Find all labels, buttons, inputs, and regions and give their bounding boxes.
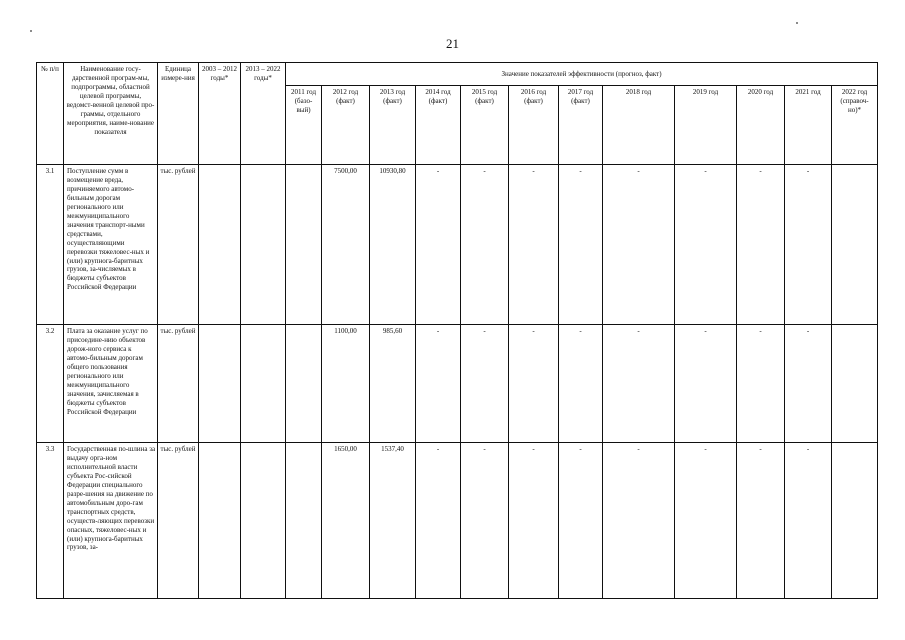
value-2012: 1650,00 — [322, 443, 370, 599]
row-num: 3.3 — [37, 443, 64, 599]
value-2016: - — [509, 165, 559, 325]
value-2020: - — [737, 443, 785, 599]
value-2014: - — [416, 443, 461, 599]
header-num: № п/п — [37, 63, 64, 165]
row-unit: тыс. рублей — [158, 165, 199, 325]
value-2018: - — [603, 325, 675, 443]
header-year-2020: 2020 год — [737, 86, 785, 165]
row-name: Государственная по-шлина за выдачу орга-ном исполнительной власти субъекта Рос-сийской Федерации специального разре-шения на движение по автомобильным доро-гам транспортных средств, осуществ-ляющих перевозки опасных, тяжеловес-ных и (или) крупнога-баритных грузов, за- — [64, 443, 158, 599]
value-2015: - — [461, 443, 509, 599]
header-name: Наименование госу-дарственной програм-мы, подпрограммы, областной целевой программы, ведомст-венной целевой про-граммы, отдельного мероприятия, наиме-нование показателя — [64, 63, 158, 165]
value-2014: - — [416, 165, 461, 325]
value-2015: - — [461, 325, 509, 443]
value-2019: - — [675, 443, 737, 599]
value-2017: - — [559, 325, 603, 443]
row-period-2003-2012 — [199, 165, 241, 325]
row-period-2003-2012 — [199, 443, 241, 599]
row-unit: тыс. рублей — [158, 325, 199, 443]
value-2020: - — [737, 325, 785, 443]
value-2021: - — [785, 443, 832, 599]
table-row — [37, 443, 878, 599]
value-2022 — [832, 165, 878, 325]
row-period-2013-2022 — [241, 165, 286, 325]
value-2022 — [832, 443, 878, 599]
header-year-2016: 2016 год (факт) — [509, 86, 559, 165]
row-unit: тыс. рублей — [158, 443, 199, 599]
header-year-2011: 2011 год (базо-вый) — [286, 86, 322, 165]
row-num: 3.2 — [37, 325, 64, 443]
header-year-2014: 2014 год (факт) — [416, 86, 461, 165]
value-2016: - — [509, 325, 559, 443]
header-year-2022: 2022 год (справоч-но)* — [832, 86, 878, 165]
header-indicator-values: Значение показателей эффективности (прогноз, факт) — [286, 63, 878, 86]
row-period-2013-2022 — [241, 325, 286, 443]
value-2011 — [286, 325, 322, 443]
row-name: Поступление сумм в возмещение вреда, причиняемого автомо-бильным дорогам регионального или межмуниципального значения транспорт-ными средствами, осуществляющими перевозки тяжеловес-ных и (или) крупнога-баритных грузов, за-числяемых в бюджеты субъектов Российской Федерации — [64, 165, 158, 325]
scan-speck — [796, 22, 798, 24]
header-year-2013: 2013 год (факт) — [370, 86, 416, 165]
value-2014: - — [416, 325, 461, 443]
value-2019: - — [675, 325, 737, 443]
value-2013: 985,60 — [370, 325, 416, 443]
value-2018: - — [603, 165, 675, 325]
scan-speck — [30, 30, 32, 32]
value-2011 — [286, 443, 322, 599]
value-2012: 7500,00 — [322, 165, 370, 325]
value-2021: - — [785, 165, 832, 325]
header-year-2012: 2012 год (факт) — [322, 86, 370, 165]
header-year-2017: 2017 год (факт) — [559, 86, 603, 165]
value-2016: - — [509, 443, 559, 599]
value-2019: - — [675, 165, 737, 325]
header-year-2019: 2019 год — [675, 86, 737, 165]
header-unit: Единица измере-ния — [158, 63, 199, 165]
header-year-2015: 2015 год (факт) — [461, 86, 509, 165]
page-number: 21 — [446, 36, 459, 51]
row-num: 3.1 — [37, 165, 64, 325]
table-row — [37, 325, 878, 443]
value-2015: - — [461, 165, 509, 325]
header-year-2021: 2021 год — [785, 86, 832, 165]
value-2012: 1100,00 — [322, 325, 370, 443]
value-2011 — [286, 165, 322, 325]
value-2017: - — [559, 165, 603, 325]
indicators-table — [36, 62, 878, 599]
value-2021: - — [785, 325, 832, 443]
value-2020: - — [737, 165, 785, 325]
value-2013: 1537,40 — [370, 443, 416, 599]
value-2017: - — [559, 443, 603, 599]
header-period-2013-2022: 2013 – 2022 годы* — [241, 63, 286, 165]
row-period-2013-2022 — [241, 443, 286, 599]
header-year-2018: 2018 год — [603, 86, 675, 165]
table-row — [37, 165, 878, 325]
value-2018: - — [603, 443, 675, 599]
row-name: Плата за оказание услуг по присоедине-нию объектов дорож-ного сервиса к автомо-бильным дорогам общего пользования регионального или межмуниципального значения, зачисляемая в бюджеты субъектов Российской Федерации — [64, 325, 158, 443]
value-2013: 10930,80 — [370, 165, 416, 325]
row-period-2003-2012 — [199, 325, 241, 443]
value-2022 — [832, 325, 878, 443]
header-period-2003-2012: 2003 – 2012 годы* — [199, 63, 241, 165]
